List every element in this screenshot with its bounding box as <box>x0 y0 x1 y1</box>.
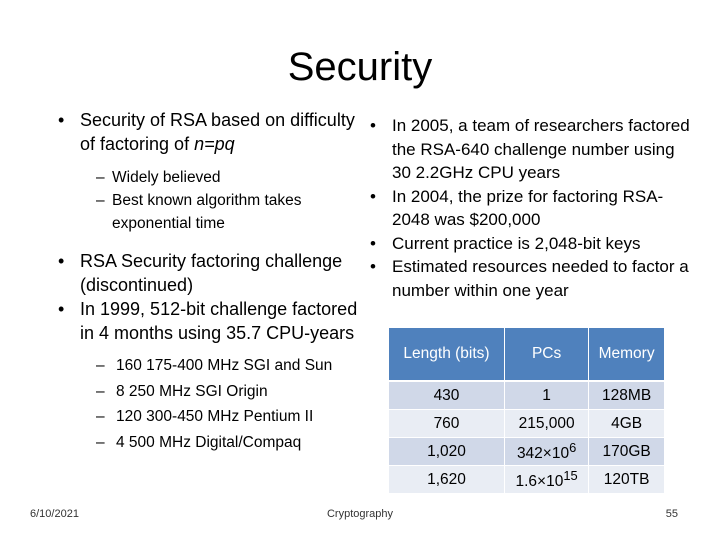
sub-bullet-digital-compaq: – 4 500 MHz Digital/Compaq <box>58 430 363 456</box>
cell-pcs: 215,000 <box>505 410 589 438</box>
cell-length: 430 <box>389 381 505 410</box>
footer-date: 6/10/2021 <box>30 508 79 520</box>
sub-bullet-pentium: – 120 300-450 MHz Pentium II <box>58 404 363 430</box>
bullet-rsa-security-text: Security of RSA based on difficulty of factoring of <box>80 110 355 154</box>
table-header-row <box>389 328 664 381</box>
bullet-estimated-resources: • Estimated resources needed to factor a number within one year <box>370 255 690 302</box>
page-number: 55 <box>665 508 678 520</box>
sub-bullet-widely-believed: – Widely believed <box>58 166 363 189</box>
cell-length: 760 <box>389 410 505 438</box>
pcs-base: 342×10 <box>516 445 570 463</box>
bullet-factoring-challenge: • RSA Security factoring challenge (discontinued) <box>58 249 363 297</box>
sub-bullet-sgi-origin: – 8 250 MHz SGI Origin <box>58 379 363 405</box>
slide-title: Security <box>287 45 433 89</box>
resources-table <box>389 328 664 493</box>
npq-formula: n=pq <box>194 134 235 154</box>
cell-pcs <box>505 466 589 494</box>
header-pcs: PCs <box>505 328 589 381</box>
bullet-1999-challenge: • In 1999, 512-bit challenge factored in 4 months using 35.7 CPU-years <box>58 297 363 345</box>
pcs-exponent: 6 <box>569 439 577 455</box>
left-column <box>58 108 363 455</box>
sub-bullet-sgi-sun: – 160 175-400 MHz SGI and Sun <box>58 353 363 379</box>
header-memory: Memory <box>589 328 664 381</box>
header-length: Length (bits) <box>389 328 505 381</box>
cell-length: 1,620 <box>389 466 505 494</box>
bullet-rsa-2048-prize: • In 2004, the prize for factoring RSA-2048 was $200,000 <box>370 185 690 232</box>
table-row <box>389 410 664 438</box>
cell-memory: 120TB <box>589 466 664 494</box>
cell-pcs <box>505 438 589 466</box>
pcs-exponent: 15 <box>563 467 578 483</box>
pcs-base: 1.6×10 <box>515 473 564 491</box>
table-row <box>389 438 664 466</box>
cell-memory: 128MB <box>589 381 664 410</box>
bullet-current-practice: • Current practice is 2,048-bit keys <box>370 232 690 256</box>
cell-length: 1,020 <box>389 438 505 466</box>
bullet-rsa-640: • In 2005, a team of researchers factored the RSA-640 challenge number using 30 2.2GHz CPU years <box>370 114 690 185</box>
cell-pcs: 1 <box>505 381 589 410</box>
bullet-rsa-security <box>58 108 363 156</box>
footer-title: Cryptography <box>326 508 394 520</box>
table-row <box>389 466 664 494</box>
right-column <box>370 114 690 302</box>
cell-memory: 170GB <box>589 438 664 466</box>
table-row <box>389 381 664 410</box>
cell-memory: 4GB <box>589 410 664 438</box>
sub-bullet-best-algorithm: – Best known algorithm takes exponential time <box>58 189 363 235</box>
